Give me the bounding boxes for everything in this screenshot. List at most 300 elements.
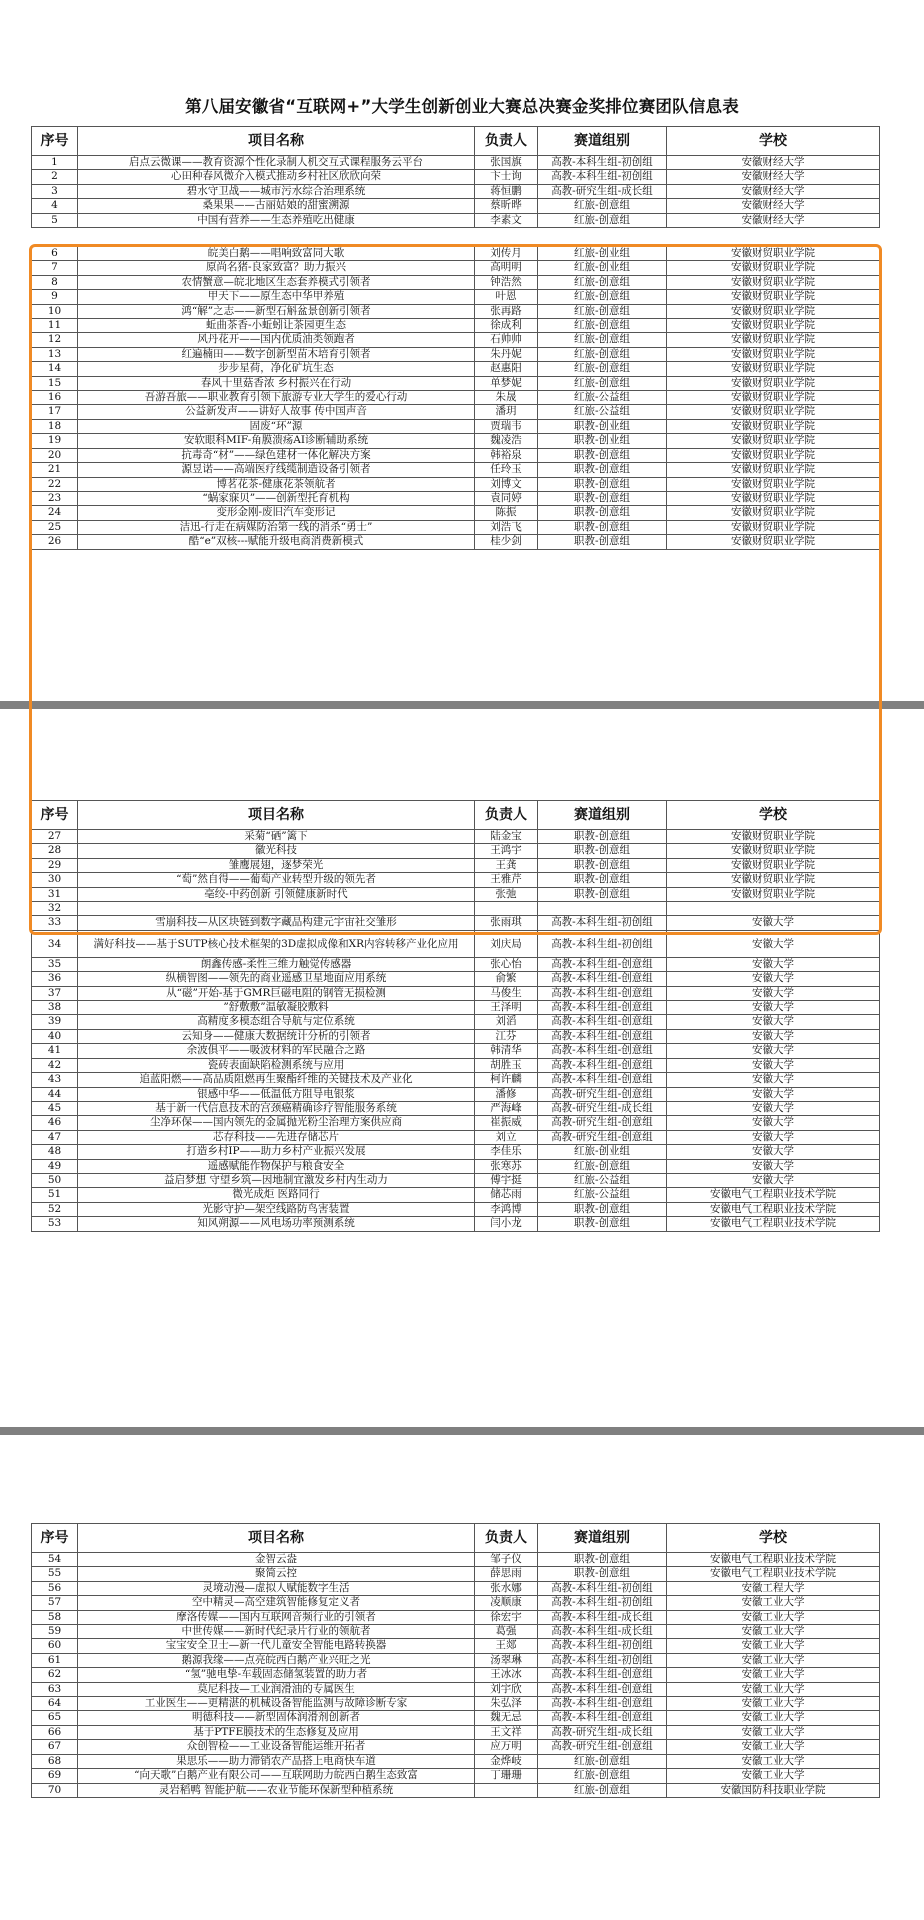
cell-leader: 柯许麟 bbox=[475, 1073, 538, 1087]
cell-row-number: 39 bbox=[32, 1015, 78, 1029]
cell-project-name: 众创智检——工业设备智能运维开拓者 bbox=[78, 1740, 475, 1754]
cell-leader: 王冰冰 bbox=[475, 1668, 538, 1682]
cell-row-number: 69 bbox=[32, 1769, 78, 1783]
cell-track-group: 高教-本科生组-创意组 bbox=[538, 1711, 667, 1725]
cell-row-number: 5 bbox=[32, 213, 78, 227]
cell-project-name: 鹅源我缘——点亮皖西白鹅产业兴旺之光 bbox=[78, 1653, 475, 1667]
cell-track-group: 红旅-创业组 bbox=[538, 261, 667, 275]
cell-project-name: 余波俱平——吸波材料的军民融合之路 bbox=[78, 1044, 475, 1058]
cell-track-group: 红旅-创意组 bbox=[538, 1783, 667, 1797]
table-row bbox=[32, 1711, 880, 1725]
cell-school: 安徽工业大学 bbox=[667, 1711, 880, 1725]
cell-project-name: 甲天下——原生态中华甲养殖 bbox=[78, 290, 475, 304]
cell-leader: 王雅芹 bbox=[475, 873, 538, 887]
cell-track-group: 红旅-创意组 bbox=[538, 1159, 667, 1173]
cell-school: 安徽大学 bbox=[667, 957, 880, 971]
cell-school: 安徽大学 bbox=[667, 1145, 880, 1159]
table-row bbox=[32, 1625, 880, 1639]
cell-row-number: 1 bbox=[32, 156, 78, 170]
table-row bbox=[32, 1553, 880, 1567]
column-header-project-name: 项目名称 bbox=[78, 801, 475, 830]
cell-track-group: 高教-研究生组-成长组 bbox=[538, 184, 667, 198]
cell-school: 安徽财贸职业学院 bbox=[667, 290, 880, 304]
cell-track-group: 红旅-公益组 bbox=[538, 1188, 667, 1202]
cell-track-group: 红旅-创业组 bbox=[538, 247, 667, 261]
cell-track-group: 高教-本科生组-成长组 bbox=[538, 1625, 667, 1639]
cell-track-group: 红旅-创意组 bbox=[538, 376, 667, 390]
cell-leader: 赵惠阳 bbox=[475, 362, 538, 376]
cell-school: 安徽财经大学 bbox=[667, 213, 880, 227]
cell-school: 安徽电气工程职业技术学院 bbox=[667, 1553, 880, 1567]
cell-row-number: 6 bbox=[32, 247, 78, 261]
cell-project-name: 固废“环”源 bbox=[78, 419, 475, 433]
cell-track-group: 高教-本科生组-初创组 bbox=[538, 1639, 667, 1653]
cell-project-name: 中世传媒——新时代纪录片行业的领航者 bbox=[78, 1625, 475, 1639]
cell-track-group: 高教-研究生组-成长组 bbox=[538, 1101, 667, 1115]
cell-track-group: 高教-本科生组-创意组 bbox=[538, 1029, 667, 1043]
cell-school: 安徽大学 bbox=[667, 972, 880, 986]
cell-row-number: 32 bbox=[32, 902, 78, 916]
cell-row-number: 31 bbox=[32, 887, 78, 901]
cell-row-number: 13 bbox=[32, 347, 78, 361]
cell-row-number: 46 bbox=[32, 1116, 78, 1130]
cell-project-name: 云知身——健康大数据统计分析的引领者 bbox=[78, 1029, 475, 1043]
cell-leader: 朱丹妮 bbox=[475, 347, 538, 361]
cell-project-name: ”舒敷敷”温敏凝胶敷料 bbox=[78, 1001, 475, 1015]
cell-school: 安徽财贸职业学院 bbox=[667, 391, 880, 405]
table-row bbox=[32, 986, 880, 1000]
cell-leader: 金烨岐 bbox=[475, 1754, 538, 1768]
cell-row-number: 47 bbox=[32, 1130, 78, 1144]
highlight-box bbox=[29, 244, 882, 935]
cell-leader: 崔振威 bbox=[475, 1116, 538, 1130]
cell-project-name: 步步星荷，净化矿坑生态 bbox=[78, 362, 475, 376]
column-header-school: 学校 bbox=[667, 1524, 880, 1553]
cell-row-number: 45 bbox=[32, 1101, 78, 1115]
cell-project-name: 灵岩稻鸭 智能护航——农业节能环保新型种植系统 bbox=[78, 1783, 475, 1797]
cell-project-name: 变形金刚-废旧汽车变形记 bbox=[78, 506, 475, 520]
cell-project-name: 亳绞-中药创新 引领健康新时代 bbox=[78, 887, 475, 901]
cell-leader: 刘庆局 bbox=[475, 930, 538, 957]
cell-project-name: 基于PTFE膜技术的生态修复及应用 bbox=[78, 1725, 475, 1739]
cell-school: 安徽国防科技职业学院 bbox=[667, 1783, 880, 1797]
cell-leader: 张国旗 bbox=[475, 156, 538, 170]
cell-track-group: 红旅-创意组 bbox=[538, 275, 667, 289]
cell-leader: 潘修 bbox=[475, 1087, 538, 1101]
cell-school: 安徽工业大学 bbox=[667, 1653, 880, 1667]
column-header-school: 学校 bbox=[667, 127, 880, 156]
cell-row-number: 30 bbox=[32, 873, 78, 887]
cell-leader: 刘立 bbox=[475, 1130, 538, 1144]
cell-leader: 徐宏宇 bbox=[475, 1610, 538, 1624]
table-row bbox=[32, 1682, 880, 1696]
cell-project-name: 酷“e”双核---赋能升级电商消费新模式 bbox=[78, 535, 475, 549]
cell-school: 安徽财贸职业学院 bbox=[667, 434, 880, 448]
table-row bbox=[32, 1116, 880, 1130]
cell-school: 安徽财贸职业学院 bbox=[667, 858, 880, 872]
cell-project-name: 打造乡村IP——助力乡村产业振兴发展 bbox=[78, 1145, 475, 1159]
table-row bbox=[32, 1188, 880, 1202]
cell-school: 安徽大学 bbox=[667, 986, 880, 1000]
table-row bbox=[32, 1130, 880, 1144]
cell-track-group: 职教-创业组 bbox=[538, 419, 667, 433]
cell-project-name: 从“磁”开始-基于GMR巨磁电阻的钢管无损检测 bbox=[78, 986, 475, 1000]
column-header-leader: 负责人 bbox=[475, 127, 538, 156]
cell-track-group: 高教-本科生组-创意组 bbox=[538, 1015, 667, 1029]
cell-project-name: 公益新发声——讲好人故事 传中国声音 bbox=[78, 405, 475, 419]
cell-row-number: 12 bbox=[32, 333, 78, 347]
cell-project-name: 知风朔源——风电场功率预测系统 bbox=[78, 1217, 475, 1231]
cell-row-number: 48 bbox=[32, 1145, 78, 1159]
cell-school: 安徽大学 bbox=[667, 1015, 880, 1029]
cell-track-group: 红旅-创意组 bbox=[538, 290, 667, 304]
cell-leader: 汤翠琳 bbox=[475, 1653, 538, 1667]
cell-school: 安徽大学 bbox=[667, 1073, 880, 1087]
cell-project-name: 中国有营养——生态养殖吃出健康 bbox=[78, 213, 475, 227]
cell-leader: 江芬 bbox=[475, 1029, 538, 1043]
cell-track-group: 高教-研究生组-创意组 bbox=[538, 1087, 667, 1101]
cell-track-group: 高教-本科生组-初创组 bbox=[538, 170, 667, 184]
cell-track-group: 高教-本科生组-创意组 bbox=[538, 957, 667, 971]
cell-row-number: 66 bbox=[32, 1725, 78, 1739]
cell-project-name: 遥感赋能作物保护与粮食安全 bbox=[78, 1159, 475, 1173]
cell-school: 安徽大学 bbox=[667, 916, 880, 930]
table-row bbox=[32, 1044, 880, 1058]
cell-project-name: 果思乐——助力滞销农产品搭上电商快车道 bbox=[78, 1754, 475, 1768]
cell-school: 安徽大学 bbox=[667, 930, 880, 957]
cell-track-group: 职教-创意组 bbox=[538, 887, 667, 901]
cell-row-number: 57 bbox=[32, 1596, 78, 1610]
cell-track-group: 红旅-创意组 bbox=[538, 1769, 667, 1783]
cell-school: 安徽财贸职业学院 bbox=[667, 477, 880, 491]
cell-project-name: 春风十里菇香浓 乡村振兴在行动 bbox=[78, 376, 475, 390]
cell-row-number: 26 bbox=[32, 535, 78, 549]
cell-row-number: 56 bbox=[32, 1581, 78, 1595]
cell-track-group: 红旅-公益组 bbox=[538, 391, 667, 405]
cell-row-number: 61 bbox=[32, 1653, 78, 1667]
cell-school: 安徽财贸职业学院 bbox=[667, 844, 880, 858]
cell-project-name: 桑果果——古丽姑娘的甜蜜溯源 bbox=[78, 199, 475, 213]
cell-project-name: 满好科技——基于SUTP核心技术框架的3D虚拟成像和XR内容转移产业化应用 bbox=[78, 930, 475, 957]
cell-project-name: 启点云微课——教育资源个性化录制人机交互式课程服务云平台 bbox=[78, 156, 475, 170]
cell-leader: 胡胜玉 bbox=[475, 1058, 538, 1072]
cell-track-group: 红旅-创意组 bbox=[538, 333, 667, 347]
cell-track-group: 职教-创意组 bbox=[538, 463, 667, 477]
cell-row-number: 27 bbox=[32, 830, 78, 844]
cell-school: 安徽大学 bbox=[667, 1058, 880, 1072]
page-title: 第八届安徽省“互联网+”大学生创新创业大赛总决赛金奖排位赛团队信息表 bbox=[185, 97, 739, 116]
table-row bbox=[32, 1697, 880, 1711]
cell-leader: 葛强 bbox=[475, 1625, 538, 1639]
cell-project-name: 雏鹰展翅，逐梦荣光 bbox=[78, 858, 475, 872]
cell-leader: 张心怡 bbox=[475, 957, 538, 971]
cell-project-name: 高精度多模态组合导航与定位系统 bbox=[78, 1015, 475, 1029]
cell-leader: 单梦妮 bbox=[475, 376, 538, 390]
cell-school: 安徽财经大学 bbox=[667, 170, 880, 184]
cell-track-group: 红旅-创意组 bbox=[538, 319, 667, 333]
page-separator bbox=[0, 1427, 924, 1435]
cell-school: 安徽财经大学 bbox=[667, 199, 880, 213]
cell-row-number: 28 bbox=[32, 844, 78, 858]
cell-school: 安徽财贸职业学院 bbox=[667, 535, 880, 549]
cell-school: 安徽财贸职业学院 bbox=[667, 261, 880, 275]
column-header-project-name: 项目名称 bbox=[78, 127, 475, 156]
cell-leader: 王泽明 bbox=[475, 1001, 538, 1015]
cell-row-number: 17 bbox=[32, 405, 78, 419]
cell-leader: 应万明 bbox=[475, 1740, 538, 1754]
table-row bbox=[32, 1001, 880, 1015]
table-row bbox=[32, 1668, 880, 1682]
cell-leader: 刘传月 bbox=[475, 247, 538, 261]
cell-school: 安徽财贸职业学院 bbox=[667, 347, 880, 361]
cell-row-number: 25 bbox=[32, 520, 78, 534]
cell-leader: 叶恩 bbox=[475, 290, 538, 304]
cell-track-group: 高教-本科生组-创意组 bbox=[538, 1073, 667, 1087]
cell-track-group: 高教-本科生组-创意组 bbox=[538, 986, 667, 1000]
cell-project-name: “氢”驰电挚-车载固态储氢装置的助力者 bbox=[78, 1668, 475, 1682]
cell-track-group: 职教-创业组 bbox=[538, 434, 667, 448]
table-row bbox=[32, 213, 880, 227]
cell-leader: 刘宇欣 bbox=[475, 1682, 538, 1696]
cell-project-name: “蜗家寐贝”——创新型托育机构 bbox=[78, 491, 475, 505]
cell-leader: 李素文 bbox=[475, 213, 538, 227]
cell-row-number: 33 bbox=[32, 916, 78, 930]
cell-project-name: 尘净环保——国内领先的金属抛光粉尘治理方案供应商 bbox=[78, 1116, 475, 1130]
cell-leader: 蒋恒鹏 bbox=[475, 184, 538, 198]
cell-school: 安徽工业大学 bbox=[667, 1682, 880, 1696]
cell-project-name: 徽光科技 bbox=[78, 844, 475, 858]
cell-school: 安徽大学 bbox=[667, 1044, 880, 1058]
cell-track-group: 职教-创意组 bbox=[538, 506, 667, 520]
cell-leader: 李佳乐 bbox=[475, 1145, 538, 1159]
table-row bbox=[32, 1159, 880, 1173]
cell-row-number: 34 bbox=[32, 930, 78, 957]
cell-leader: 贾瑞韦 bbox=[475, 419, 538, 433]
cell-project-name: 金智云盎 bbox=[78, 1553, 475, 1567]
cell-school: 安徽财贸职业学院 bbox=[667, 873, 880, 887]
cell-row-number: 20 bbox=[32, 448, 78, 462]
cell-leader: 卞士询 bbox=[475, 170, 538, 184]
cell-row-number: 24 bbox=[32, 506, 78, 520]
cell-row-number: 40 bbox=[32, 1029, 78, 1043]
column-header-row-number: 序号 bbox=[32, 1524, 78, 1553]
cell-leader: 徐成利 bbox=[475, 319, 538, 333]
cell-school: 安徽大学 bbox=[667, 1173, 880, 1187]
table-row bbox=[32, 957, 880, 971]
cell-leader: 张弛 bbox=[475, 887, 538, 901]
cell-project-name: 皖美白鹅——唱响致富同大歌 bbox=[78, 247, 475, 261]
cell-leader: 傅宇挺 bbox=[475, 1173, 538, 1187]
cell-row-number: 9 bbox=[32, 290, 78, 304]
cell-row-number: 16 bbox=[32, 391, 78, 405]
cell-row-number: 38 bbox=[32, 1001, 78, 1015]
cell-row-number: 14 bbox=[32, 362, 78, 376]
column-header-track-group: 赛道组别 bbox=[538, 127, 667, 156]
cell-row-number: 50 bbox=[32, 1173, 78, 1187]
table-row bbox=[32, 199, 880, 213]
cell-leader: 马俊生 bbox=[475, 986, 538, 1000]
cell-school: 安徽财贸职业学院 bbox=[667, 830, 880, 844]
cell-school: 安徽工业大学 bbox=[667, 1740, 880, 1754]
cell-track-group: 职教-创意组 bbox=[538, 1202, 667, 1216]
cell-track-group: 职教-创意组 bbox=[538, 520, 667, 534]
cell-leader: 高明明 bbox=[475, 261, 538, 275]
cell-school: 安徽财贸职业学院 bbox=[667, 463, 880, 477]
cell-leader: 蔡昕晔 bbox=[475, 199, 538, 213]
cell-leader: 凌顺康 bbox=[475, 1596, 538, 1610]
cell-project-name: 基于新一代信息技术的宫颈癌精确诊疗智能服务系统 bbox=[78, 1101, 475, 1115]
cell-school: 安徽电气工程职业技术学院 bbox=[667, 1567, 880, 1581]
cell-school: 安徽财贸职业学院 bbox=[667, 520, 880, 534]
column-header-leader: 负责人 bbox=[475, 1524, 538, 1553]
cell-track-group: 高教-研究生组-创意组 bbox=[538, 1740, 667, 1754]
cell-row-number: 3 bbox=[32, 184, 78, 198]
cell-row-number: 44 bbox=[32, 1087, 78, 1101]
cell-track-group: 职教-创意组 bbox=[538, 1217, 667, 1231]
cell-row-number: 58 bbox=[32, 1610, 78, 1624]
cell-row-number: 18 bbox=[32, 419, 78, 433]
cell-project-name: 心田种春风微介入模式推动乡村社区欣欣向荣 bbox=[78, 170, 475, 184]
cell-project-name: 蚯曲茶香-小蚯蚓让茶园更生态 bbox=[78, 319, 475, 333]
column-header-leader: 负责人 bbox=[475, 801, 538, 830]
cell-row-number: 29 bbox=[32, 858, 78, 872]
cell-track-group: 高教-本科生组-创意组 bbox=[538, 972, 667, 986]
cell-row-number: 64 bbox=[32, 1697, 78, 1711]
cell-track-group: 红旅-创意组 bbox=[538, 362, 667, 376]
cell-leader: 张水娜 bbox=[475, 1581, 538, 1595]
cell-leader bbox=[475, 1783, 538, 1797]
cell-leader: 袁同婷 bbox=[475, 491, 538, 505]
cell-leader: 韩裕泉 bbox=[475, 448, 538, 462]
cell-leader: 潘玥 bbox=[475, 405, 538, 419]
cell-leader: 俞繁 bbox=[475, 972, 538, 986]
table-row bbox=[32, 1145, 880, 1159]
cell-project-name: 雪崩科技—从区块链到数字藏品构建元宇宙社交雏形 bbox=[78, 916, 475, 930]
cell-project-name: 采菊“硒”篱下 bbox=[78, 830, 475, 844]
cell-row-number: 37 bbox=[32, 986, 78, 1000]
cell-row-number: 70 bbox=[32, 1783, 78, 1797]
cell-row-number: 36 bbox=[32, 972, 78, 986]
cell-leader: 钟浩然 bbox=[475, 275, 538, 289]
cell-project-name: 摩洛传媒——国内互联网音频行业的引领者 bbox=[78, 1610, 475, 1624]
table-row bbox=[32, 1029, 880, 1043]
cell-project-name: 朗鑫传感-柔性三维力触觉传感器 bbox=[78, 957, 475, 971]
cell-school: 安徽财贸职业学院 bbox=[667, 506, 880, 520]
cell-school: 安徽财贸职业学院 bbox=[667, 491, 880, 505]
cell-row-number: 11 bbox=[32, 319, 78, 333]
cell-leader: 张再路 bbox=[475, 304, 538, 318]
cell-school: 安徽财贸职业学院 bbox=[667, 247, 880, 261]
cell-project-name: 安软眼科MIF-角膜溃疡AI诊断辅助系统 bbox=[78, 434, 475, 448]
cell-project-name: 吾游吾旅——职业教育引领下旅游专业大学生的爱心行动 bbox=[78, 391, 475, 405]
cell-leader: 闫小龙 bbox=[475, 1217, 538, 1231]
cell-track-group: 职教-创意组 bbox=[538, 491, 667, 505]
table-row bbox=[32, 1596, 880, 1610]
cell-school: 安徽财贸职业学院 bbox=[667, 887, 880, 901]
cell-school: 安徽工业大学 bbox=[667, 1754, 880, 1768]
cell-row-number: 53 bbox=[32, 1217, 78, 1231]
cell-leader: 刘浩飞 bbox=[475, 520, 538, 534]
table-row bbox=[32, 1073, 880, 1087]
cell-school: 安徽电气工程职业技术学院 bbox=[667, 1188, 880, 1202]
cell-leader: 魏无忌 bbox=[475, 1711, 538, 1725]
cell-school: 安徽大学 bbox=[667, 1029, 880, 1043]
cell-school: 安徽大学 bbox=[667, 1159, 880, 1173]
cell-project-name: 农情蟹意—皖北地区生态套养模式引领者 bbox=[78, 275, 475, 289]
cell-track-group: 职教-创意组 bbox=[538, 873, 667, 887]
table-row bbox=[32, 1769, 880, 1783]
cell-project-name: 碧水守卫战——城市污水综合治理系统 bbox=[78, 184, 475, 198]
table-row bbox=[32, 1581, 880, 1595]
cell-school: 安徽工业大学 bbox=[667, 1725, 880, 1739]
cell-school: 安徽财贸职业学院 bbox=[667, 275, 880, 289]
cell-school: 安徽财贸职业学院 bbox=[667, 376, 880, 390]
cell-row-number: 52 bbox=[32, 1202, 78, 1216]
cell-school: 安徽财贸职业学院 bbox=[667, 362, 880, 376]
cell-school: 安徽大学 bbox=[667, 1116, 880, 1130]
table-row bbox=[32, 1217, 880, 1231]
cell-school: 安徽工业大学 bbox=[667, 1639, 880, 1653]
cell-project-name: 抗毒奇“材”——绿色建材一体化解决方案 bbox=[78, 448, 475, 462]
cell-row-number: 35 bbox=[32, 957, 78, 971]
table-row bbox=[32, 184, 880, 198]
cell-row-number: 4 bbox=[32, 199, 78, 213]
cell-project-name: 微光成炬 医路同行 bbox=[78, 1188, 475, 1202]
cell-row-number: 55 bbox=[32, 1567, 78, 1581]
table-row bbox=[32, 1173, 880, 1187]
cell-school: 安徽财贸职业学院 bbox=[667, 405, 880, 419]
cell-school: 安徽财贸职业学院 bbox=[667, 304, 880, 318]
column-header-project-name: 项目名称 bbox=[78, 1524, 475, 1553]
cell-row-number: 10 bbox=[32, 304, 78, 318]
cell-track-group: 高教-本科生组-创意组 bbox=[538, 1668, 667, 1682]
cell-row-number: 63 bbox=[32, 1682, 78, 1696]
cell-school: 安徽工业大学 bbox=[667, 1668, 880, 1682]
cell-school: 安徽工业大学 bbox=[667, 1610, 880, 1624]
team-table-page1 bbox=[31, 126, 880, 228]
cell-leader: 王龚 bbox=[475, 858, 538, 872]
table-row bbox=[32, 1087, 880, 1101]
cell-school: 安徽财贸职业学院 bbox=[667, 333, 880, 347]
cell-project-name: “向天歌”白鹅产业有限公司——互联网助力皖西白鹅生态致富 bbox=[78, 1769, 475, 1783]
cell-row-number: 7 bbox=[32, 261, 78, 275]
cell-track-group: 高教-研究生组-创意组 bbox=[538, 1116, 667, 1130]
cell-project-name: 红遍楠田——数字创新型苗木培育引领者 bbox=[78, 347, 475, 361]
cell-school: 安徽财贸职业学院 bbox=[667, 448, 880, 462]
cell-leader: 刘博文 bbox=[475, 477, 538, 491]
cell-school: 安徽电气工程职业技术学院 bbox=[667, 1217, 880, 1231]
cell-school: 安徽大学 bbox=[667, 1101, 880, 1115]
table-row bbox=[32, 1639, 880, 1653]
cell-leader: 张寒苏 bbox=[475, 1159, 538, 1173]
cell-leader: 薛思雨 bbox=[475, 1567, 538, 1581]
cell-leader: 刘滔 bbox=[475, 1015, 538, 1029]
cell-leader: 储芯雨 bbox=[475, 1188, 538, 1202]
table-row bbox=[32, 1754, 880, 1768]
cell-school: 安徽工程大学 bbox=[667, 1581, 880, 1595]
cell-project-name: 原尚名猪-良家致富？助力振兴 bbox=[78, 261, 475, 275]
cell-leader: 王文祥 bbox=[475, 1725, 538, 1739]
cell-track-group: 红旅-公益组 bbox=[538, 405, 667, 419]
cell-track-group: 高教-本科生组-初创组 bbox=[538, 1653, 667, 1667]
cell-school: 安徽工业大学 bbox=[667, 1769, 880, 1783]
cell-leader: 李鸿博 bbox=[475, 1202, 538, 1216]
cell-track-group: 红旅-创意组 bbox=[538, 199, 667, 213]
table-row bbox=[32, 972, 880, 986]
table-row bbox=[32, 1740, 880, 1754]
cell-project-name: 芯存科技——先进存储芯片 bbox=[78, 1130, 475, 1144]
cell-project-name: “萄”然自得——葡萄产业转型升级的领先者 bbox=[78, 873, 475, 887]
